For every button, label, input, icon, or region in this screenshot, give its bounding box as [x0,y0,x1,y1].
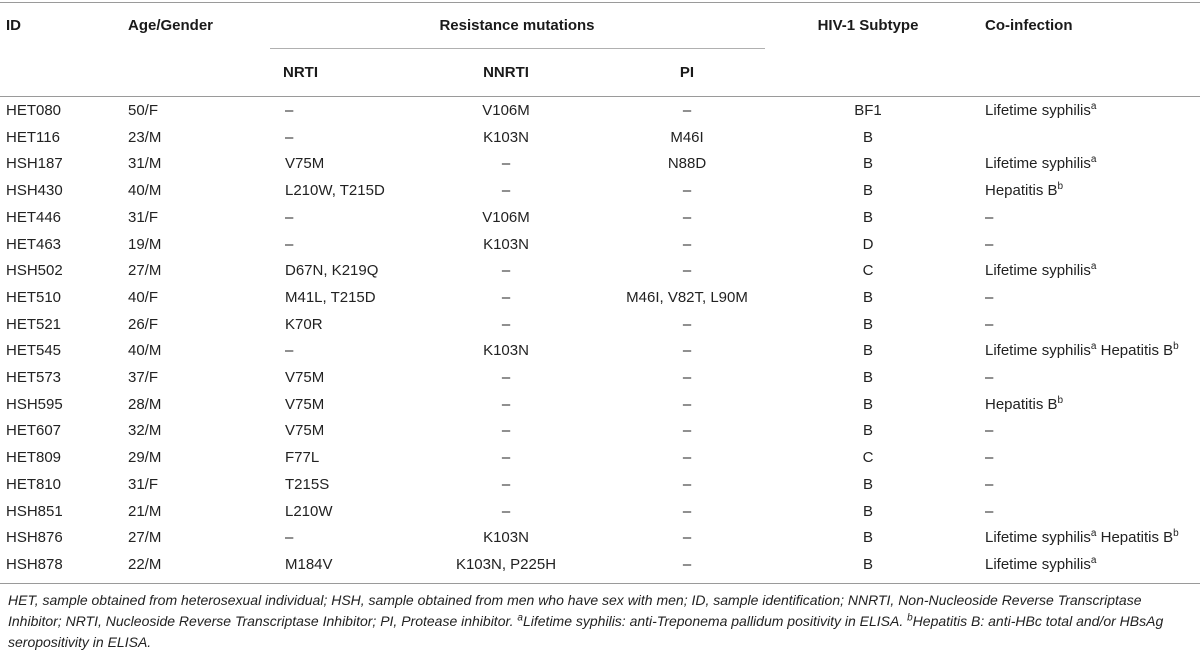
footnote-sup-a: a [517,612,523,624]
cell-nrti: L210W [285,502,333,520]
coinfection-footnote-marker: a [1090,101,1097,112]
coinfection-footnote-marker: b [1057,181,1064,193]
cell-nnrti: – [501,262,511,280]
cell-coinfection [985,262,1096,279]
cell-subtype: C [862,262,874,280]
cell-nrti: – [285,128,294,146]
cell-coinfection [985,182,1063,199]
coinfection-footnote-marker: a [1090,341,1097,353]
header-id: ID [6,17,21,34]
cell-id: HET463 [6,235,62,253]
coinfection-text: Lifetime syphilis [985,102,1091,119]
coinfection-text: Hepatitis B [1096,342,1174,360]
cell-id: HET607 [6,422,62,440]
header-coinfection: Co-infection [985,17,1073,34]
coinfection-footnote-marker: a [1090,154,1097,166]
cell-age: 23/M [128,128,162,146]
cell-id: HSH502 [6,262,63,280]
cell-coinfection [985,155,1096,172]
cell-nnrti: – [501,475,511,493]
cell-nrti: – [285,529,294,547]
cell-nnrti: – [501,422,511,440]
cell-age: 21/M [128,502,162,520]
cell-nnrti: – [501,288,511,306]
cell-id: HET510 [6,288,62,306]
cell-pi: – [682,315,692,333]
cell-coinfection [985,289,993,306]
cell-subtype: B [862,288,874,306]
cell-age: 40/M [128,342,162,360]
cell-nrti: – [285,342,294,360]
cell-coinfection [985,342,1179,359]
cell-subtype: B [862,369,874,386]
cell-age: 32/M [128,422,162,440]
coinfection-text: Lifetime syphilis [985,555,1091,573]
cell-subtype: B [862,342,874,360]
cell-subtype: B [862,155,874,173]
cell-id: HET573 [6,369,62,386]
coinfection-text: Hepatitis B [1096,529,1174,547]
cell-id: HET810 [6,475,62,493]
cell-nrti: K70R [285,315,323,333]
header-rule [0,96,1200,97]
cell-nrti: L210W, T215D [285,182,385,200]
cell-nnrti: V106M [482,208,530,226]
cell-nrti: V75M [285,395,325,413]
cell-nrti: T215S [285,475,330,493]
cell-subtype: B [862,555,874,573]
cell-coinfection [985,102,1096,119]
cell-subtype: B [862,208,874,226]
coinfection-text: – [985,422,994,440]
cell-coinfection [985,369,993,386]
cell-pi: – [682,395,692,413]
cell-subtype: BF1 [854,102,882,119]
cell-coinfection [985,422,993,439]
cell-nnrti: – [501,182,511,200]
cell-coinfection [985,396,1063,413]
cell-nrti: M41L, T215D [285,288,376,306]
cell-subtype: B [862,315,874,333]
header-subtype: HIV-1 Subtype [817,17,919,34]
cell-nrti: D67N, K219Q [285,262,379,280]
cell-subtype: B [862,475,874,493]
cell-subtype: B [862,422,874,440]
cell-pi: N88D [667,155,707,173]
coinfection-text: – [985,208,994,226]
cell-nrti: F77L [285,449,320,467]
cell-subtype: B [862,395,874,413]
cell-nrti: – [285,102,294,119]
header-nrti: NRTI [283,64,318,81]
cell-pi: – [682,235,692,253]
coinfection-text: – [985,502,994,520]
cell-subtype: B [862,529,874,547]
cell-age: 31/F [128,475,159,493]
cell-coinfection [985,236,993,253]
cell-coinfection [985,209,993,226]
cell-pi: – [682,555,692,573]
header-resistance-mutations: Resistance mutations [439,17,595,34]
bottom-rule [0,583,1200,584]
cell-age: 37/F [128,369,159,386]
cell-nnrti: K103N [483,529,529,547]
cell-pi: M46I [670,128,704,146]
cell-coinfection [985,449,993,466]
header-age-gender: Age/Gender [128,17,214,34]
table-footnote [8,590,1194,653]
cell-nnrti: K103N [483,342,529,360]
cell-pi: – [682,369,692,386]
coinfection-footnote-marker: b [1173,341,1179,353]
cell-age: 29/M [128,449,162,467]
cell-age: 22/M [128,555,162,573]
coinfection-text: – [985,475,994,493]
cell-id: HET521 [6,315,62,333]
coinfection-footnote-marker: a [1090,261,1097,273]
coinfection-text: Hepatitis B [985,395,1058,413]
cell-subtype: B [862,502,874,520]
coinfection-text: – [985,315,994,333]
cell-age: 27/M [128,529,162,547]
footnote-main: HET, sample obtained from heterosexual individual; HSH, sample obtained from men who have sex with men; ID, sample identification; NNRTI, Non-Nucleoside Reverse Transcriptase Inhibitor; NRTI, Nucleoside Reverse Transcriptase Inhibitor; PI, Protease inhibitor. [8,592,1142,629]
cell-pi: – [682,475,692,493]
cell-nnrti: K103N [483,128,529,146]
top-rule [0,2,1200,3]
cell-age: 40/F [128,288,159,306]
cell-pi: – [682,262,692,280]
cell-subtype: D [862,235,874,253]
cell-age: 50/F [128,102,159,119]
footnote-note-b: Hepatitis B: anti-HBc total and/or HBsAg seropositivity in ELISA. [8,613,1164,650]
cell-nnrti: K103N, P225H [455,555,557,573]
cell-pi: – [682,529,692,547]
cell-pi: – [682,102,692,119]
cell-nnrti: – [501,155,511,173]
coinfection-text: Lifetime syphilis [985,342,1091,360]
cell-subtype: B [862,182,874,200]
cell-nnrti: – [501,395,511,413]
cell-nrti: V75M [285,155,325,173]
cell-coinfection [985,529,1179,546]
cell-nrti: V75M [285,422,325,440]
cell-id: HSH878 [6,555,63,573]
coinfection-text: – [985,235,994,253]
cell-id: HSH187 [6,155,63,173]
cell-pi: – [682,208,692,226]
cell-nrti: V75M [285,369,325,386]
coinfection-text: Hepatitis B [985,182,1058,200]
coinfection-footnote-marker: a [1090,528,1097,540]
coinfection-footnote-marker: b [1173,528,1179,540]
cell-pi: M46I, V82T, L90M [626,288,748,306]
cell-id: HET809 [6,449,62,467]
coinfection-text: – [985,288,994,306]
footnote-sup-b: b [907,612,913,624]
cell-id: HET080 [6,102,62,119]
cell-nnrti: – [501,449,511,467]
cell-coinfection [985,316,993,333]
coinfection-footnote-marker: a [1090,554,1097,566]
coinfection-text: – [985,369,994,386]
cell-coinfection [985,556,1096,573]
cell-pi: – [682,342,692,360]
cell-nnrti: V106M [482,102,530,119]
cell-pi: – [682,449,692,467]
cell-nnrti: – [501,502,511,520]
cell-age: 28/M [128,395,162,413]
cell-subtype: C [862,449,874,467]
cell-id: HSH876 [6,529,63,547]
cell-age: 26/F [128,315,159,333]
cell-nnrti: K103N [483,235,529,253]
footnote-note-a: Lifetime syphilis: anti-Treponema pallidum positivity in ELISA. [522,613,908,629]
cell-nrti: – [285,208,294,226]
cell-age: 31/F [128,208,159,226]
cell-nrti: – [285,235,294,253]
header-pi: PI [679,64,695,81]
cell-id: HSH595 [6,395,63,413]
cell-age: 31/M [128,155,162,173]
coinfection-text: Lifetime syphilis [985,529,1091,547]
cell-id: HET545 [6,342,62,360]
cell-nrti: M184V [285,555,333,573]
cell-pi: – [682,502,692,520]
subheader-rule [270,48,765,49]
cell-id: HET446 [6,208,62,226]
coinfection-text: Lifetime syphilis [985,155,1091,173]
cell-coinfection [985,476,993,493]
cell-age: 19/M [128,235,162,253]
cell-pi: – [682,182,692,200]
coinfection-footnote-marker: b [1057,394,1064,406]
cell-pi: – [682,422,692,440]
cell-age: 27/M [128,262,162,280]
cell-age: 40/M [128,182,162,200]
cell-id: HET116 [6,128,60,146]
cell-id: HSH851 [6,502,63,520]
coinfection-text: – [985,449,994,467]
cell-subtype: B [862,128,874,146]
cell-nnrti: – [501,369,511,386]
coinfection-text: Lifetime syphilis [985,262,1091,280]
header-nnrti: NNRTI [483,64,529,81]
cell-nnrti: – [501,315,511,333]
cell-coinfection [985,503,993,520]
cell-id: HSH430 [6,182,63,200]
